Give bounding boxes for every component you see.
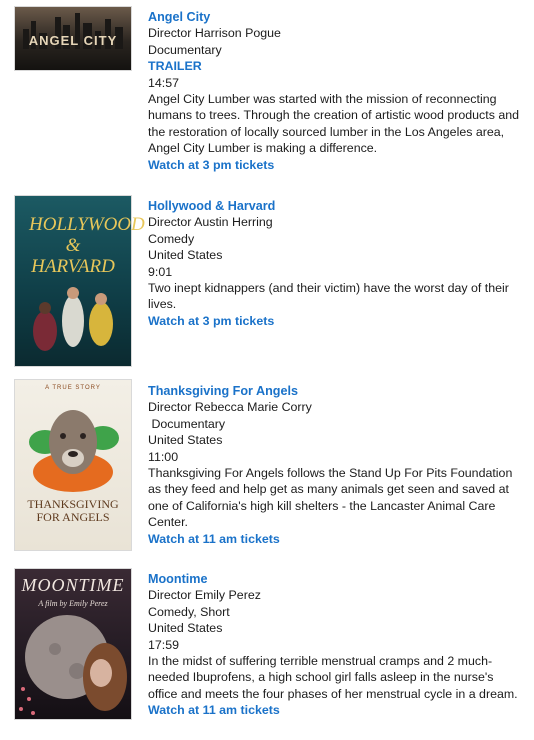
poster-thanksgiving-for-angels[interactable] [15,380,131,550]
poster-title: MOONTIME [21,575,125,595]
film-info [148,198,524,329]
poster-angel-city[interactable] [15,7,131,70]
film-genre: Documentary [148,42,222,57]
poster-title: THANKSGIVING FOR ANGELS [27,497,119,524]
film-description: Thanksgiving For Angels follows the Stand Up For Pits Foundation as they feed and help get as many animals get seen and saved at one of California's high kill shelters - the Lancaster Animal Care Center. [148,466,513,530]
film-info [148,9,524,173]
film-director: Director Rebecca Marie Corry [148,400,312,415]
film-runtime: 11:00 [148,449,179,464]
film-country: United States [148,621,223,636]
dog-image [15,380,131,550]
tickets-link[interactable]: Watch at 3 pm tickets [148,313,275,328]
film-genre: Documentary [148,416,226,431]
film-director: Director Harrison Pogue [148,26,281,41]
poster-title: HOLLYWOOD & HARVARD [29,214,145,277]
poster-figures-image [15,196,145,366]
film-description: In the midst of suffering terrible menstrual cramps and 2 much-needed Ibuprofens, a high school girl falls asleep in the nurse's office and meets the four phases of her menstrual cycle in a dream. [148,654,518,701]
poster-title: ANGEL CITY [28,33,118,48]
tickets-link[interactable]: Watch at 11 am tickets [148,531,280,546]
film-genre: Comedy, Short [148,604,230,619]
poster-hollywood-harvard[interactable] [15,196,145,366]
film-genre: Comedy [148,231,195,246]
film-runtime: 9:01 [148,264,173,279]
tickets-link[interactable]: Watch at 11 am tickets [148,703,280,718]
trailer-link[interactable]: TRAILER [148,59,202,74]
film-director: Director Austin Herring [148,215,273,230]
film-title[interactable]: Angel City [148,10,211,24]
film-info [148,571,524,719]
film-runtime: 14:57 [148,75,180,90]
film-director: Director Emily Perez [148,588,261,603]
film-title[interactable]: Thanksgiving For Angels [148,384,298,398]
film-description: Two inept kidnappers (and their victim) have the worst day of their lives. [148,281,509,312]
film-country: United States [148,248,223,263]
film-info [148,383,524,547]
film-runtime: 17:59 [148,637,180,652]
poster-tagline: A TRUE STORY [45,385,101,391]
poster-moontime[interactable] [15,569,131,719]
poster-tagline: A film by Emily Perez [38,599,108,608]
film-title[interactable]: Moontime [148,572,208,586]
film-title[interactable]: Hollywood & Harvard [148,199,276,213]
film-country: United States [148,433,223,448]
film-description: Angel City Lumber was started with the mission of reconnecting humans to trees. Through the creation of artistic wood products and the restoration of locally sourced lumber in the Los Angeles area, Angel City Lumber is making a difference. [148,92,520,156]
tickets-link[interactable]: Watch at 3 pm tickets [148,157,275,172]
